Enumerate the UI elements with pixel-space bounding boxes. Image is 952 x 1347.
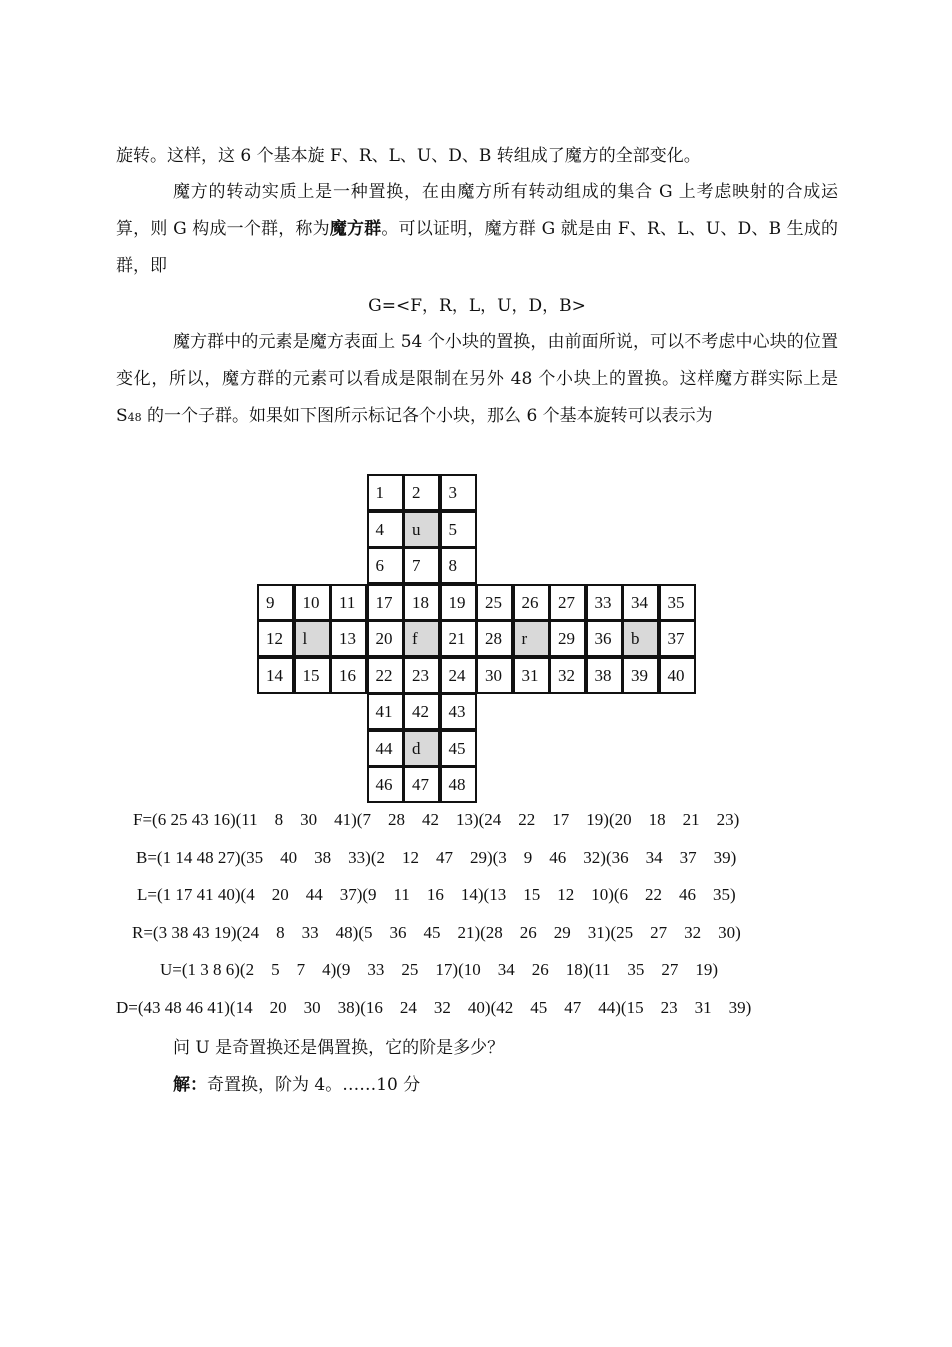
net-cell-12: 12 xyxy=(257,620,294,657)
net-cell-37: 37 xyxy=(659,620,696,657)
paragraph-2-text-b: 。可以证明，魔方群 G 就是由 F、R、L、U、D、B 生成的群，即 xyxy=(116,219,839,276)
net-cell-22: 22 xyxy=(367,657,404,694)
net-cell-40: 40 xyxy=(659,657,696,694)
net-cell-34: 34 xyxy=(622,584,659,621)
net-cell-26: 26 xyxy=(513,584,550,621)
net-cell-1: 1 xyxy=(367,474,404,511)
net-cell-2: 2 xyxy=(403,474,440,511)
net-center-l: l xyxy=(294,620,331,657)
paragraph-2-text-a: 魔方的转动实质上是一种置换，在由魔方所有转动组成的集合 G 上考虑映射的合成运算，则 G 构成一个群，称为 xyxy=(116,182,838,239)
net-cell-6: 6 xyxy=(367,547,404,584)
permutation-line: D=(43 48 46 41)(14 20 30 38)(16 24 32 40)(42 45 47 44)(15 23 31 39) xyxy=(116,997,752,1017)
net-center-b: b xyxy=(622,620,659,657)
net-cell-21: 21 xyxy=(440,620,477,657)
net-cell-29: 29 xyxy=(549,620,586,657)
paragraph-3 xyxy=(116,324,838,436)
permutation-line: L=(1 17 41 40)(4 20 44 37)(9 11 16 14)(13 15 12 10)(6 22 46 35) xyxy=(137,885,736,904)
net-cell-36: 36 xyxy=(586,620,623,657)
net-cell-18: 18 xyxy=(403,584,440,621)
permutation-line: U=(1 3 8 6)(2 5 7 4)(9 33 25 17)(10 34 26 18)(11 35 27 19) xyxy=(160,960,719,979)
net-cell-9: 9 xyxy=(257,584,294,621)
permutation-line: F=(6 25 43 16)(11 8 30 41)(7 28 42 13)(24 22 17 19)(20 18 21 23) xyxy=(133,810,740,829)
net-cell-23: 23 xyxy=(403,657,440,694)
paragraph-3-text-a: 魔方群中的元素是魔方表面上 54 个小块的置换，由前面所说，可以不考虑中心块的位置变化，所以，魔方群的元素可以看成是限制在另外 48 个小块上的置换。这样魔方群实际上是 S xyxy=(116,332,838,426)
net-cell-30: 30 xyxy=(476,657,513,694)
paragraph-3-text-b: 的一个子群。如果如下图所示标记各个小块，那么 6 个基本旋转可以表示为 xyxy=(141,406,713,426)
answer-label: 解： xyxy=(173,1075,207,1095)
net-center-r: r xyxy=(513,620,550,657)
net-cell-31: 31 xyxy=(513,657,550,694)
net-cell-19: 19 xyxy=(440,584,477,621)
net-cell-15: 15 xyxy=(294,657,331,694)
net-cell-24: 24 xyxy=(440,657,477,694)
net-cell-10: 10 xyxy=(294,584,331,621)
net-center-d: d xyxy=(403,730,440,767)
paragraph-1-text: 旋转。这样，这 6 个基本旋 F、R、L、U、D、B 转组成了魔方的全部变化。 xyxy=(116,146,701,166)
answer-text: 奇置换，阶为 4。……10 分 xyxy=(207,1075,421,1095)
term-rubiks-group: 魔方群 xyxy=(329,219,382,239)
net-cell-43: 43 xyxy=(440,693,477,730)
net-cell-13: 13 xyxy=(330,620,367,657)
net-cell-45: 45 xyxy=(440,730,477,767)
paragraph-1 xyxy=(116,138,838,175)
net-cell-5: 5 xyxy=(440,511,477,548)
net-cell-11: 11 xyxy=(330,584,367,621)
net-cell-4: 4 xyxy=(367,511,404,548)
net-cell-48: 48 xyxy=(440,766,477,803)
net-cell-39: 39 xyxy=(622,657,659,694)
net-cell-46: 46 xyxy=(367,766,404,803)
net-center-u: u xyxy=(403,511,440,548)
permutation-line: B=(1 14 48 27)(35 40 38 33)(2 12 47 29)(3 9 46 32)(36 34 37 39) xyxy=(136,847,737,867)
net-cell-44: 44 xyxy=(367,730,404,767)
net-cell-14: 14 xyxy=(257,657,294,694)
net-cell-27: 27 xyxy=(549,584,586,621)
net-cell-20: 20 xyxy=(367,620,404,657)
net-cell-17: 17 xyxy=(367,584,404,621)
permutation-line: R=(3 38 43 19)(24 8 33 48)(5 36 45 21)(28 26 29 31)(25 27 32 30) xyxy=(132,922,741,942)
net-cell-3: 3 xyxy=(440,474,477,511)
answer xyxy=(116,1067,838,1104)
net-cell-33: 33 xyxy=(586,584,623,621)
net-cell-42: 42 xyxy=(403,693,440,730)
net-cell-32: 32 xyxy=(549,657,586,694)
generator-formula: G=<F，R，L，U，D，B> xyxy=(368,296,586,316)
net-cell-35: 35 xyxy=(659,584,696,621)
net-cell-7: 7 xyxy=(403,547,440,584)
net-cell-28: 28 xyxy=(476,620,513,657)
net-cell-16: 16 xyxy=(330,657,367,694)
subscript-48: 48 xyxy=(127,411,142,424)
paragraph-2 xyxy=(116,174,838,285)
net-cell-41: 41 xyxy=(367,693,404,730)
net-cell-8: 8 xyxy=(440,547,477,584)
net-center-f: f xyxy=(403,620,440,657)
net-cell-25: 25 xyxy=(476,584,513,621)
net-cell-47: 47 xyxy=(403,766,440,803)
question: 问 U 是奇置换还是偶置换，它的阶是多少？ xyxy=(173,1038,505,1058)
net-cell-38: 38 xyxy=(586,657,623,694)
